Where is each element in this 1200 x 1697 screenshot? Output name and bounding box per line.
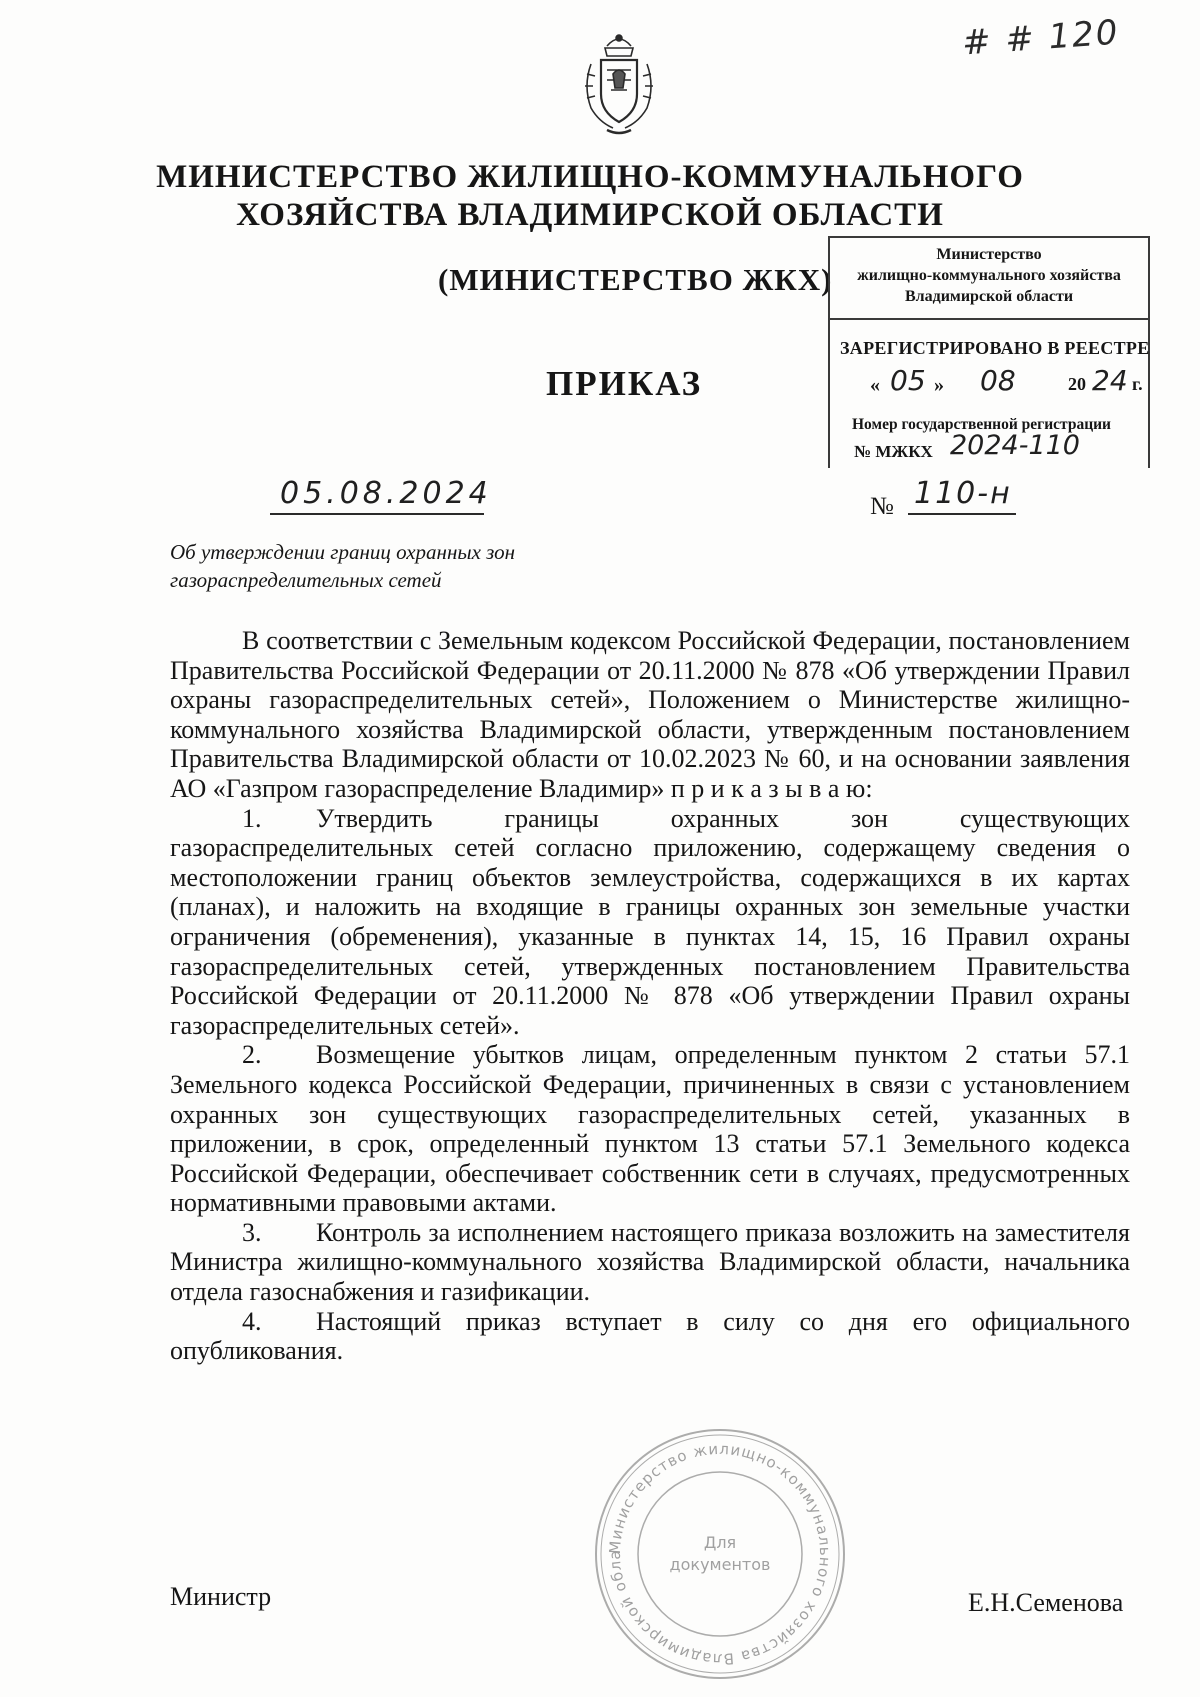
stamp-year-prefix: 20: [1068, 374, 1086, 394]
stamp-registration-date: [870, 364, 1143, 402]
stamp-org-line2: жилищно-коммунального хозяйства: [857, 267, 1121, 284]
subject-line2: газораспределительных сетей: [170, 568, 442, 592]
coat-of-arms-emblem: [577, 30, 661, 138]
order-number-value: 110-н: [914, 476, 1012, 511]
preamble-paragraph: В соответствии с Земельным кодексом Российской Федерации, постановлением Правительства Российской Федерации от 20.11.2000 № 878 «Об утверждении Правил охраны газораспределительных сетей», Положением о Министерстве жилищно-коммунального хозяйства Владимирской области, утвержденным постановлением Правительства Владимирской области от 10.02.2023 № 60, и на основании заявления АО «Газпром газораспределение Владимир» п р и к а з ы в а ю:: [170, 626, 1130, 803]
stamp-registered-label: ЗАРЕГИСТРИРОВАНО В РЕЕСТРЕ: [840, 338, 1150, 358]
stamp-registration-number: [854, 430, 1144, 472]
order-body: [170, 626, 1130, 1366]
registration-stamp: [828, 236, 1150, 468]
seal-center-line1: Для: [703, 1533, 737, 1552]
ministry-name-line1: МИНИСТЕРСТВО ЖИЛИЩНО-КОММУНАЛЬНОГО: [156, 159, 1024, 195]
order-subject: [170, 538, 590, 594]
document-type-title: ПРИКАЗ: [546, 364, 703, 403]
item-3-number: 3.: [242, 1217, 262, 1247]
order-number-label: №: [870, 493, 894, 520]
stamp-organization: [830, 238, 1148, 320]
stamp-number-value: 2024-110: [950, 430, 1080, 461]
seal-ring-text: Министерство жилищно-коммунального хозяйства Владимирской обла: [605, 1439, 835, 1669]
item-1-text: Утвердить границы охранных зон существующих газораспределительных сетей согласно приложению, содержащему сведения о местоположении границ объектов землеустройства, содержащихся в их картах (планах), и наложить на входящие в границы охранных зон земельные участки ограничения (обременения), указанные в пунктах 14, 15, 16 Правил охраны газораспределительных сетей, утвержденных постановлением Правительства Российской Федерации от 20.11.2000 № 878 «Об утверждении Правил охраны газораспределительных сетей».: [170, 803, 1130, 1040]
item-4-text: Настоящий приказ вступает в силу со дня его официального опубликования.: [170, 1306, 1130, 1366]
item-4-number: 4.: [242, 1306, 262, 1336]
order-date-underline: [270, 513, 484, 515]
seal-center-line2: документов: [669, 1555, 771, 1574]
item-2-number: 2.: [242, 1040, 262, 1070]
item-2-text: Возмещение убытков лицам, определенным пунктом 2 статьи 57.1 Земельного кодекса Российской Федерации, причиненных в связи с установлением охранных зон существующих газораспределительных сетей, указанных в приложении, в срок, определенный пунктом 13 статьи 57.1 Земельного кодекса Российской Федерации, обеспечивает собственник сети в случаях, предусмотренных нормативными правовыми актами.: [170, 1040, 1130, 1218]
stamp-number-prefix: № МЖКХ: [854, 442, 933, 461]
stamp-org-line3: Владимирской области: [904, 288, 1074, 305]
subject-line1: Об утверждении границ охранных зон: [170, 540, 516, 564]
order-date: 05.08.2024: [280, 476, 492, 511]
stamp-quote-open: «: [870, 374, 880, 396]
stamp-org-line1: Министерство: [936, 246, 1042, 263]
item-3-text: Контроль за исполнением настоящего приказа возложить на заместителя Министра жилищно-коммунального хозяйства Владимирской области, начальника отдела газоснабжения и газификации.: [170, 1217, 1130, 1307]
ministry-short-name: (МИНИСТЕРСТВО ЖКХ): [438, 262, 833, 297]
stamp-year-suffix: г.: [1132, 374, 1143, 394]
handwritten-archive-mark: # # 120: [960, 12, 1121, 64]
ministry-name: [150, 158, 1030, 234]
signatory-name: Е.Н.Семенова: [968, 1588, 1124, 1617]
item-2-paragraph: [170, 1040, 1130, 1218]
signatory-position: Министр: [170, 1582, 272, 1611]
ministry-name-line2: ХОЗЯЙСТВА ВЛАДИМИРСКОЙ ОБЛАСТИ: [236, 197, 944, 233]
item-4-paragraph: [170, 1307, 1130, 1366]
stamp-month: 08: [980, 364, 1016, 397]
stamp-quote-close: »: [934, 374, 944, 396]
stamp-number-label: Номер государственной регистрации: [852, 416, 1111, 433]
official-round-seal: [592, 1426, 848, 1682]
item-3-paragraph: [170, 1218, 1130, 1307]
item-1-paragraph: [170, 804, 1130, 1041]
seal-center: [592, 1426, 848, 1682]
item-1-number: 1.: [242, 803, 262, 833]
stamp-year-handwritten: 24: [1092, 364, 1128, 397]
stamp-day: 05: [890, 364, 926, 397]
order-number-underline: [908, 513, 1016, 515]
